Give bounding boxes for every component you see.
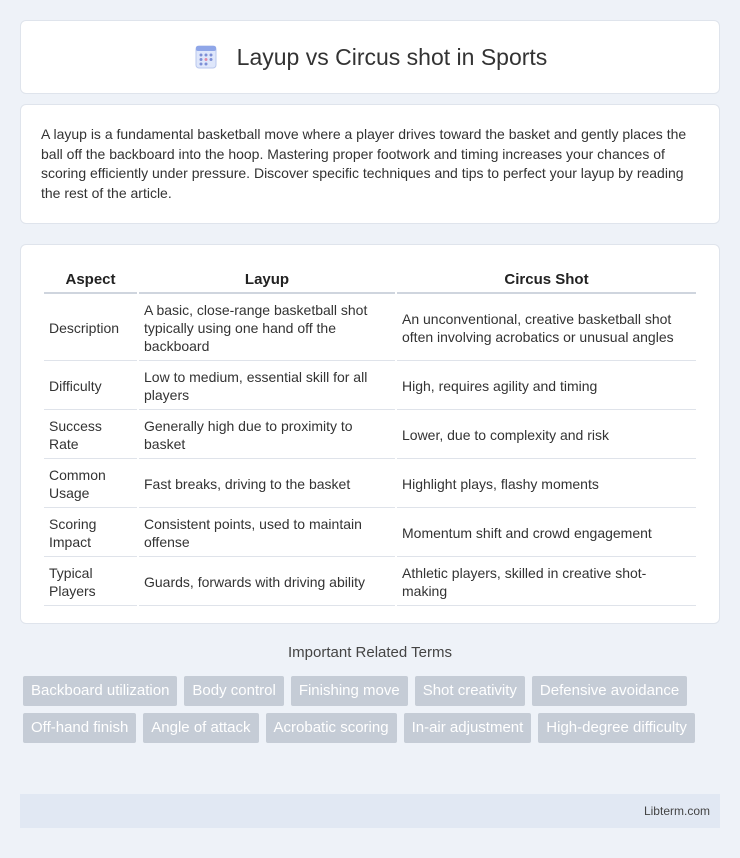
header-circus-shot: Circus Shot <box>397 265 696 294</box>
row-circus-shot: Highlight plays, flashy moments <box>397 461 696 508</box>
related-term-tag[interactable]: Body control <box>184 676 283 706</box>
footer <box>20 794 720 828</box>
intro-text: A layup is a fundamental basketball move where a player drives toward the basket and gently places the ball off the backboard into the hoop. Mastering proper footwork and timing increases your chances of scoring efficiently under pressure. Discover specific techniques and tips to perfect your layup by reading the rest of the article. <box>41 126 687 201</box>
table-row <box>44 559 696 606</box>
related-term-tag[interactable]: Backboard utilization <box>23 676 177 706</box>
row-circus-shot: Lower, due to complexity and risk <box>397 412 696 459</box>
related-terms-list <box>23 676 723 750</box>
table-row <box>44 510 696 557</box>
row-layup: A basic, close-range basketball shot typically using one hand off the backboard <box>139 296 395 361</box>
comparison-table <box>42 263 698 608</box>
related-term-tag[interactable]: Finishing move <box>291 676 408 706</box>
table-header-row <box>44 265 696 294</box>
document-grid-icon <box>193 44 219 70</box>
row-aspect: Description <box>44 296 137 361</box>
header-aspect: Aspect <box>44 265 137 294</box>
row-layup: Guards, forwards with driving ability <box>139 559 395 606</box>
row-aspect: Typical Players <box>44 559 137 606</box>
related-term-tag[interactable]: In-air adjustment <box>404 713 532 743</box>
related-term-tag[interactable]: High-degree difficulty <box>538 713 695 743</box>
related-term-tag[interactable]: Shot creativity <box>415 676 525 706</box>
footer-brand-link[interactable]: Libterm.com <box>643 804 710 818</box>
table-row <box>44 412 696 459</box>
table-row <box>44 461 696 508</box>
row-layup: Generally high due to proximity to basket <box>139 412 395 459</box>
page-title: Layup vs Circus shot in Sports <box>236 43 548 70</box>
intro-card <box>20 104 720 224</box>
related-term-tag[interactable]: Off-hand finish <box>23 713 136 743</box>
header-layup: Layup <box>139 265 395 294</box>
header-card <box>20 20 720 94</box>
table-row <box>44 296 696 361</box>
row-aspect: Common Usage <box>44 461 137 508</box>
row-circus-shot: High, requires agility and timing <box>397 363 696 410</box>
row-aspect: Scoring Impact <box>44 510 137 557</box>
row-circus-shot: An unconventional, creative basketball shot often involving acrobatics or unusual angles <box>397 296 696 361</box>
row-layup: Consistent points, used to maintain offense <box>139 510 395 557</box>
row-circus-shot: Athletic players, skilled in creative shot-making <box>397 559 696 606</box>
row-aspect: Success Rate <box>44 412 137 459</box>
row-aspect: Difficulty <box>44 363 137 410</box>
row-circus-shot: Momentum shift and crowd engagement <box>397 510 696 557</box>
related-term-tag[interactable]: Defensive avoidance <box>532 676 687 706</box>
related-terms-title: Important Related Terms <box>288 644 452 661</box>
row-layup: Low to medium, essential skill for all players <box>139 363 395 410</box>
related-term-tag[interactable]: Angle of attack <box>143 713 258 743</box>
table-row <box>44 363 696 410</box>
row-layup: Fast breaks, driving to the basket <box>139 461 395 508</box>
related-term-tag[interactable]: Acrobatic scoring <box>266 713 397 743</box>
comparison-table-card <box>20 244 720 624</box>
